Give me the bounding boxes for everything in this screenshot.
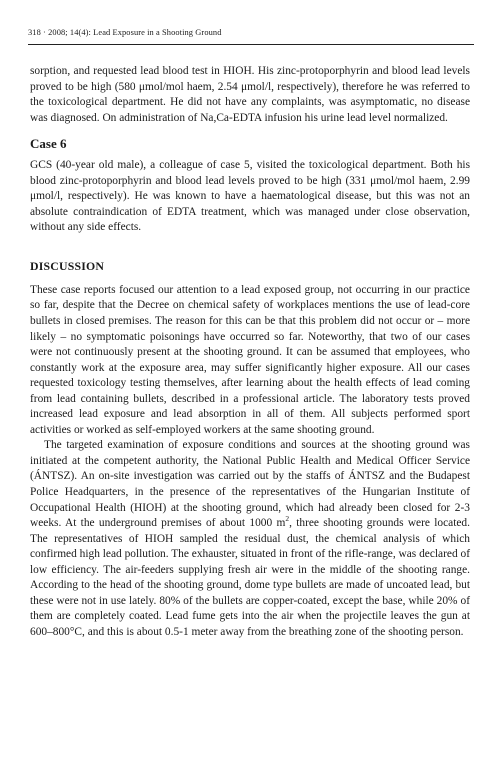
discussion-paragraph-2 <box>30 438 470 640</box>
discussion-heading: DISCUSSION <box>30 258 105 273</box>
case6-heading: Case 6 <box>30 136 67 152</box>
discussion-paragraph-2-part-2: , three shooting grounds were located. The representatives of HIOH sampled the residual dust, the chemical analysis of which confirmed high lead pollution. The exhauster, situated in front of the rifle-range, was declared of low efficiency. The air-feeders supplying fresh air were in the middle of the shooting range. According to the head of the shooting ground, dome type bullets are made of uncoated lead, but these were not in use lately. 80% of the bullets are copper-coated, except the base, while 20% of them are completely coated. Lead fume gets into the air when the projectile leaves the gun at 600–800°C, and this is about 0.5-1 meter away from the breathing zone of the shooting person. <box>30 517 470 638</box>
discussion-paragraph-1: These case reports focused our attention to a lead exposed group, not occurring in our practice so far, despite that the Decree on chemical safety of workplaces mentions the use of lead-core bullets in closed premises. The reason for this can be that this problem did not occur or – more likely – no symptomatic poisonings have occurred so far. Noteworthy, that two of our cases were not continuously present at the shooting ground. It can be assumed that employees, who constantly work at the exposure area, may suffer significantly higher exposure. All our cases requested toxicology testing themselves, after learning about the health effects of lead coming from lead containing bullets, described in a professional article. The laboratory tests proved increased lead exposure and lead absorption in all of them. All subjects performed sport activities or worked as self-employed workers at the same shooting ground. <box>30 283 470 436</box>
case6-paragraph: GCS (40-year old male), a colleague of case 5, visited the toxicological department. Both his blood zinc-protoporphyrin and blood lead levels proved to be high (331 μmol/mol haem, 2.99 μmol/l, respectively). He was known to have a haematological disease, but this was not an absolute contraindication of EDTA treatment, which was managed under close observation, without any side effects. <box>30 159 470 234</box>
article-body <box>30 64 470 641</box>
header-rule <box>28 44 474 45</box>
case5-continuation-paragraph: sorption, and requested lead blood test in HIOH. His zinc-protoporphyrin and blood lead levels proved to be high (580 μmol/mol haem, 2.54 μmol/l, respectively), therefore he was referred to the toxicological department. He did not have any complaints, was asymptomatic, no disease was diagnosed. On administration of Na,Ca-EDTA infusion his urine lead level normalized. <box>30 65 470 124</box>
running-head: 318 · 2008; 14(4): Lead Exposure in a Shooting Ground <box>28 28 222 37</box>
discussion-paragraph-2-part-1: The targeted examination of exposure conditions and sources at the shooting ground was initiated at the competent authority, the National Public Health and Medical Officer Service (ÁNTSZ). An on-site investigation was carried out by the staffs of ÁNTSZ and the Budapest Police Headquarters, in the presence of the representatives of the Hungarian Institute of Occupational Health (HIOH) at the shooting ground, which had already been closed for 2-3 weeks. At the underground premises of about 1000 m <box>30 439 470 530</box>
area-superscript: 2 <box>285 514 290 524</box>
